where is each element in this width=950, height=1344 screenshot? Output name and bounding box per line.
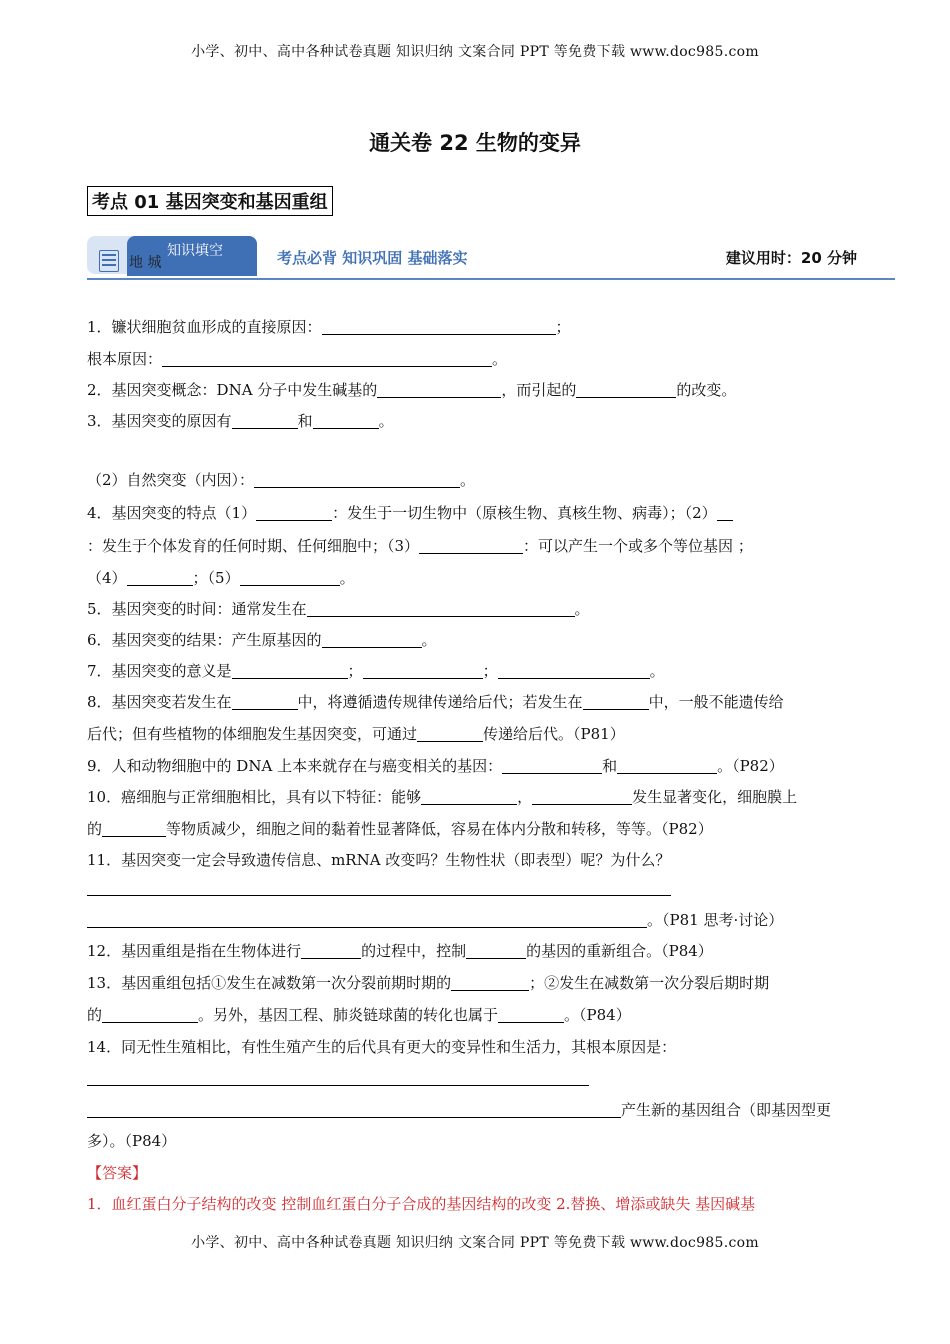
page-title: 通关卷 22 生物的变异	[369, 131, 581, 155]
fill-blank[interactable]	[301, 943, 361, 959]
question-line: 2．基因突变概念：DNA 分子中发生碱基的 ，而引起的 的改变。	[87, 381, 737, 399]
question-line: 7．基因突变的意义是 ； ； 。	[87, 662, 665, 680]
answer-line: 1．血红蛋白分子结构的改变 控制血红蛋白分子合成的基因结构的改变 2.替换、增添或缺失 基因碱基	[87, 1195, 756, 1213]
question-line: 3．基因突变的原因有 和 。	[87, 412, 394, 430]
fill-blank[interactable]	[240, 570, 340, 586]
question-line: 13．基因重组包括①发生在减数第一次分裂前期时期的 ；②发生在减数第一次分裂后期时期	[87, 974, 770, 992]
question-line: （4） ；（5） 。	[87, 569, 355, 587]
question-line: 10．癌细胞与正常细胞相比，具有以下特征：能够 ， 发生显著变化，细胞膜上	[87, 788, 798, 806]
page-header: 小学、初中、高中各种试卷真题 知识归纳 文案合同 PPT 等免费下载 www.doc985.com	[191, 44, 759, 60]
question-line: 14．同无性生殖相比，有性生殖产生的后代具有更大的变异性和生活力，其根本原因是：	[87, 1038, 677, 1056]
question-line: 12．基因重组是指在生物体进行 的过程中，控制 的基因的重新组合。（P84）	[87, 942, 713, 960]
fill-blank[interactable]	[502, 758, 602, 774]
question-line: 8．基因突变若发生在 中，将遵循遗传规律传递给后代；若发生在 中，一般不能遗传给	[87, 693, 784, 711]
question-line: 4．基因突变的特点（1） ：发生于一切生物中（原核生物、真核生物、病毒）；（2）	[87, 502, 733, 523]
section-banner	[87, 234, 895, 284]
fill-blank[interactable]	[498, 663, 650, 679]
fill-blank[interactable]	[102, 1007, 198, 1023]
question-line: 根本原因： 。	[87, 350, 508, 368]
fill-blank[interactable]	[617, 758, 717, 774]
fill-blank[interactable]	[421, 789, 517, 805]
fill-blank[interactable]	[532, 789, 632, 805]
question-line: 9．人和动物细胞中的 DNA 上本来就存在与癌变相关的基因： 和 。（P82）	[87, 757, 784, 775]
fill-blank[interactable]	[466, 943, 526, 959]
fill-blank[interactable]	[322, 319, 556, 335]
question-line: 产生新的基因组合（即基因型更	[87, 1099, 831, 1120]
suggested-time: 建议用时：20 分钟	[725, 249, 857, 267]
banner-tab-label: 知识填空	[167, 243, 223, 259]
banner-tab	[87, 236, 257, 274]
fill-blank[interactable]	[87, 1102, 621, 1118]
document-icon	[99, 250, 119, 272]
fill-blank[interactable]	[322, 632, 422, 648]
fill-blank[interactable]	[232, 663, 348, 679]
question-line: 。（P81 思考·讨论）	[87, 909, 783, 930]
question-line: （2）自然突变（内因）： 。	[87, 471, 476, 489]
fill-blank[interactable]	[419, 538, 523, 554]
fill-blank[interactable]	[232, 413, 298, 429]
fill-blank[interactable]	[583, 694, 649, 710]
fill-blank[interactable]	[307, 601, 575, 617]
banner-slogan: 考点必背 知识巩固 基础落实	[277, 249, 468, 267]
fill-blank[interactable]	[256, 505, 332, 521]
answer-rule[interactable]	[87, 1085, 589, 1086]
question-line: 1．镰状细胞贫血形成的直接原因： ；	[87, 318, 571, 336]
fill-blank[interactable]	[254, 472, 460, 488]
question-line: 的 等物质减少，细胞之间的黏着性显著降低，容易在体内分散和转移，等等。（P82）	[87, 820, 713, 838]
page-footer: 小学、初中、高中各种试卷真题 知识归纳 文案合同 PPT 等免费下载 www.doc985.com	[191, 1235, 759, 1251]
fill-blank[interactable]	[363, 663, 483, 679]
question-line: ：发生于个体发育的任何时期、任何细胞中；（3） ：可以产生一个或多个等位基因 ；	[87, 537, 753, 555]
fill-blank[interactable]	[451, 975, 529, 991]
answer-label: 【答案】	[87, 1164, 148, 1182]
fill-blank[interactable]	[717, 505, 733, 521]
question-line: 11．基因突变一定会导致遗传信息、mRNA 改变吗？生物性状（即表型）呢？为什么？	[87, 851, 671, 869]
fill-blank[interactable]	[313, 413, 379, 429]
fill-blank[interactable]	[232, 694, 298, 710]
fill-blank[interactable]	[127, 570, 193, 586]
section-heading: 考点 01 基因突变和基因重组	[87, 186, 333, 216]
question-line: 多）。（P84）	[87, 1132, 177, 1150]
fill-blank[interactable]	[377, 382, 501, 398]
question-line: 后代；但有些植物的体细胞发生基因突变，可通过 传递给后代。（P81）	[87, 725, 625, 743]
question-line: 5．基因突变的时间：通常发生在 。	[87, 600, 590, 618]
banner-tab-sub: 地 城	[129, 255, 162, 271]
question-line: 6．基因突变的结果：产生原基因的 。	[87, 631, 437, 649]
fill-blank[interactable]	[87, 912, 647, 928]
fill-blank[interactable]	[417, 726, 483, 742]
fill-blank[interactable]	[162, 351, 492, 367]
fill-blank[interactable]	[576, 382, 676, 398]
banner-rule	[87, 278, 895, 280]
question-line: 的 。另外，基因工程、肺炎链球菌的转化也属于 。（P84）	[87, 1006, 631, 1024]
answer-rule[interactable]	[87, 895, 671, 896]
fill-blank[interactable]	[102, 821, 166, 837]
fill-blank[interactable]	[498, 1007, 564, 1023]
